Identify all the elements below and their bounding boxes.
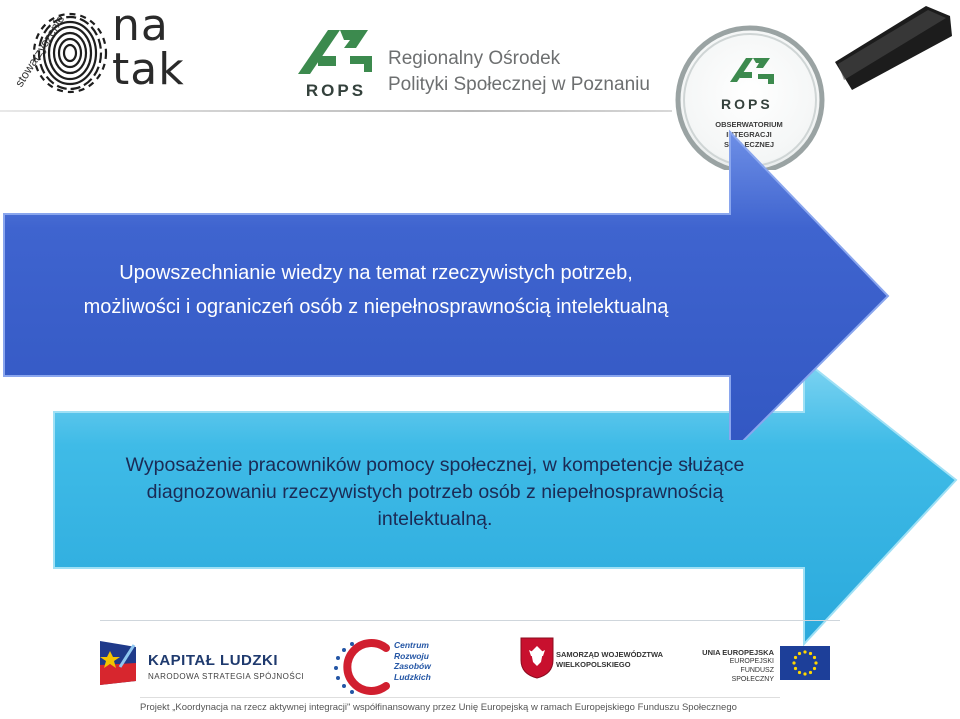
rops-name [388,46,650,98]
box1-line-2: możliwości i ograniczeń osób z niepełnosprawnością intelektualną [83,296,669,318]
samorzad-line-1: SAMORZĄD WOJEWÓDZTWA [556,650,664,659]
box2-text [56,452,814,533]
kapital-ludzki-icon [96,637,142,689]
samorzad-line-2: WIELKOPOLSKIEGO [556,659,631,669]
unia-line-2: EUROPEJSKI [729,658,774,665]
badge-line-1: OBSERWATORIUM [715,120,783,129]
crzl-text [394,640,454,682]
badge-line-3: SPOŁECZNEJ [723,140,774,149]
header-divider [0,110,672,112]
rops-name-line-1: Regionalny Ośrodek [388,48,561,69]
natak-line-2: tak [112,44,185,95]
bottom-rule [140,697,780,698]
samorzad-text [556,650,663,669]
unia-text [698,648,774,684]
eu-flag-icon [780,646,830,680]
footer-divider [100,620,840,621]
badge-line-2: INTEGRACJI [726,130,772,139]
stowarzyszenie-arc-text: stowarzyszenie [12,12,68,90]
box1-text [6,256,746,324]
kapital-ludzki-title: KAPITAŁ LUDZKI [148,652,279,669]
box2-line-3: intelektualną. [377,508,493,530]
box2-line-2: diagnozowaniu rzeczywistych potrzeb osób z niepełnosprawnością [146,481,724,503]
badge-rops-abbr: ROPS [721,96,773,112]
crzl-line-3: Zasobów [394,661,431,671]
rops-logo-icon [288,22,384,102]
unia-line-3: FUNDUSZ SPOŁECZNY [731,667,774,683]
unia-line-1: UNIA EUROPEJSKA [702,648,774,657]
rops-name-line-2: Polityki Społecznej w Poznaniu [388,74,650,95]
box1-line-1: Upowszechnianie wiedzy na temat rzeczywistych potrzeb, [119,262,633,284]
crzl-line-4: Ludzkich [394,671,431,682]
crzl-line-1: Centrum [394,640,429,650]
natak-line-1: na [112,0,169,51]
natak-wordmark [112,0,222,95]
stowarzyszenie-logo [10,0,210,104]
kapital-ludzki-subtitle: NARODOWA STRATEGIA SPÓJNOŚCI [148,672,305,681]
project-note: Projekt „Koordynacja na rzecz aktywnej integracji" współfinansowany przez Unię Europejską w ramach Europejskiego Funduszu Społecznego [140,702,737,713]
box2-line-1: Wyposażenie pracowników pomocy społecznej, w kompetencje służące [125,454,745,476]
crzl-line-2: Rozwoju [394,650,429,661]
coat-of-arms-icon [519,636,555,680]
rops-abbr: ROPS [305,81,367,100]
